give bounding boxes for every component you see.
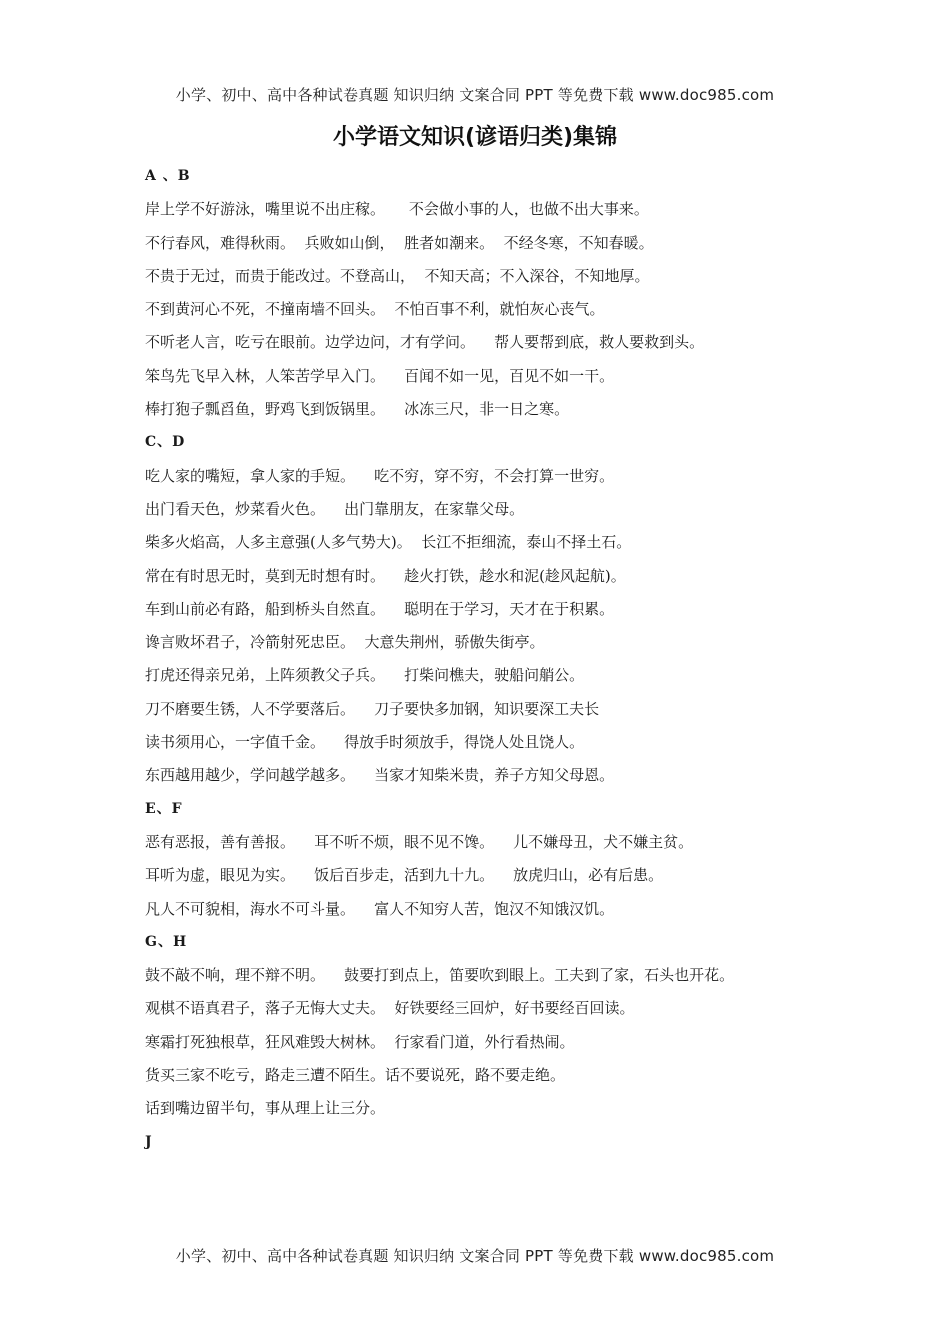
proverb-line: 不贵于无过，而贵于能改过。不登高山， 不知天高；不入深谷，不知地厚。 [145,266,650,285]
proverb-line: 不到黄河心不死，不撞南墙不回头。 不怕百事不利，就怕灰心丧气。 [145,300,605,319]
section-heading-gh: G、H [145,933,188,950]
proverb-line: 耳听为虚，眼见为实。 饭后百步走，活到九十九。 放虎归山，必有后患。 [145,866,664,885]
proverb-line: 鼓不敲不响，理不辩不明。 鼓要打到点上，笛要吹到眼上。工夫到了家，石头也开花。 [145,966,735,985]
proverb-line: 读书须用心，一字值千金。 得放手时须放手，得饶人处且饶人。 [145,733,585,752]
proverb-line: 常在有时思无时，莫到无时想有时。 趁火打铁，趁水和泥(趁风起航)。 [145,566,626,585]
document-body [145,160,865,1159]
proverb-line: 打虎还得亲兄弟，上阵须教父子兵。 打柴问樵夫，驶船问艄公。 [145,666,585,685]
section-heading-ef: E、F [145,800,183,817]
proverb-line: 刀不磨要生锈，人不学要落后。 刀子要快多加钢，知识要深工夫长 [145,699,600,718]
proverb-line: 恶有恶报，善有善报。 耳不听不烦，眼不见不馋。 儿不嫌母丑，犬不嫌主贫。 [145,832,694,851]
proverb-line: 不行春风，难得秋雨。 兵败如山倒， 胜者如潮来。 不经冬寒，不知春暖。 [145,233,654,252]
proverb-line: 观棋不语真君子，落子无悔大丈夫。 好铁要经三回炉，好书要经百回读。 [145,999,635,1018]
section-heading-cd: C、D [145,434,186,451]
page-footer: 小学、初中、高中各种试卷真题 知识归纳 文案合同 PPT 等免费下载 www.doc985.com [175,1247,775,1265]
proverb-line: 笨鸟先飞早入林，人笨苦学早入门。 百闻不如一见，百见不如一干。 [145,366,615,385]
document-title: 小学语文知识(谚语归类)集锦 [332,125,618,150]
proverb-line: 车到山前必有路，船到桥头自然直。 聪明在于学习，天才在于积累。 [145,599,615,618]
proverb-line: 寒霜打死独根草，狂风难毁大树林。 行家看门道，外行看热闹。 [145,1032,575,1051]
proverb-line: 不听老人言，吃亏在眼前。边学边问，才有学问。 帮人要帮到底，救人要救到头。 [145,333,705,352]
proverb-line: 出门看天色，炒菜看火色。 出门靠朋友，在家靠父母。 [145,499,525,518]
page-header: 小学、初中、高中各种试卷真题 知识归纳 文案合同 PPT 等免费下载 www.doc985.com [175,86,775,104]
proverb-line: 岸上学不好游泳，嘴里说不出庄稼。 不会做小事的人，也做不出大事来。 [145,200,649,219]
proverb-line: 棒打狍子瓢舀鱼，野鸡飞到饭锅里。 冰冻三尺，非一日之寒。 [145,400,570,419]
proverb-line: 东西越用越少，学问越学越多。 当家才知柴米贵，养子方知父母恩。 [145,766,615,785]
proverb-line: 话到嘴边留半句，事从理上让三分。 [145,1099,386,1118]
proverb-line: 谗言败坏君子，冷箭射死忠臣。 大意失荆州，骄傲失街亭。 [145,633,545,652]
section-heading-ab: A 、B [145,168,191,184]
section-heading-j: J [145,1133,153,1150]
proverb-line: 凡人不可貌相，海水不可斗量。 富人不知穷人苦，饱汉不知饿汉饥。 [145,899,615,918]
proverb-line: 吃人家的嘴短，拿人家的手短。 吃不穷，穿不穷，不会打算一世穷。 [145,466,615,485]
proverb-line: 货买三家不吃亏，路走三遭不陌生。话不要说死，路不要走绝。 [145,1066,566,1085]
proverb-line: 柴多火焰高，人多主意强(人多气势大)。 长江不拒细流，泰山不择土石。 [145,533,632,552]
